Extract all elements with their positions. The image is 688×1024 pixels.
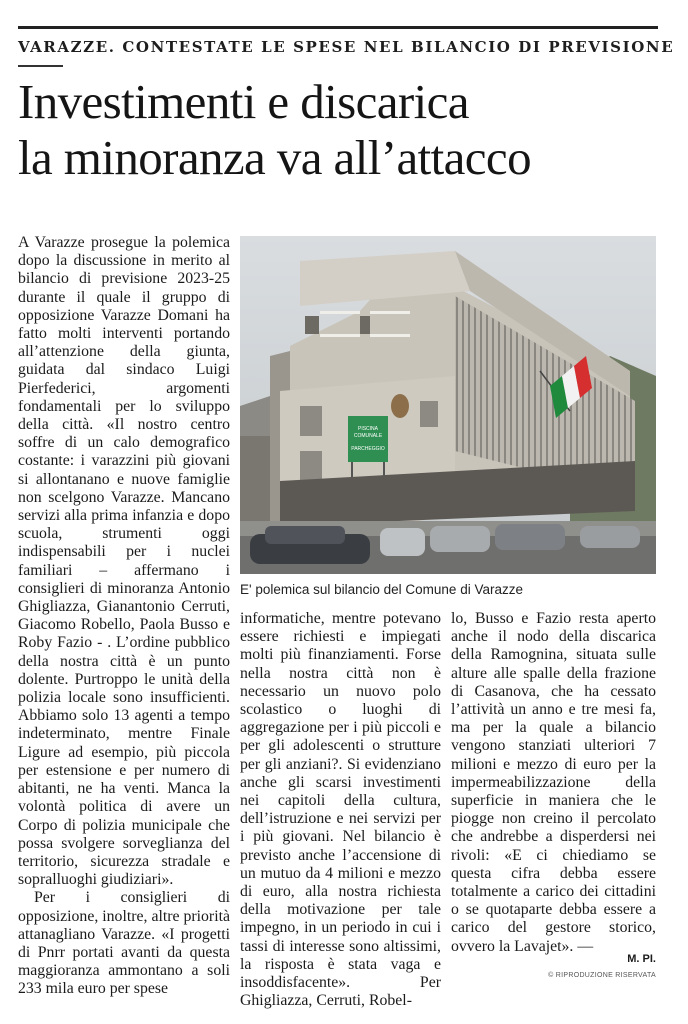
sign-line-1: PISCINA bbox=[357, 426, 379, 432]
sign-line-3: PARCHEGGIO bbox=[351, 446, 385, 452]
paragraph: Per i consiglieri di opposizione, inoltre, altre priorità attanagliano Varazze. «I progetti di Pnrr portati avanti da questa maggioranza ammontano a soli 233 mila euro per spese bbox=[18, 889, 230, 998]
kicker: VARAZZE. CONTESTATE LE SPESE NEL BILANCIO DI PREVISIONE bbox=[18, 38, 675, 56]
sign-line-2: COMUNALE bbox=[353, 433, 383, 439]
paragraph: lo, Busso e Fazio resta aperto anche il nodo della discarica della Ramognina, situata sulle alture alle spalle della frazione di Casanova, che ha cessato l’attività un anno e tre mesi fa, ma per la quale a bilancio vengono stanziati ulteriori 7 milioni e mezzo di euro per la impermeabilizzazione della superficie in maniera che le piogge non creino il percolato che andrebbe a disperdersi nei rivoli: «E ci chiediamo se questa cifra debba essere totalmente a carico dei cittadini o se quotaparte debba essere a carico del gestore storico, ovvero la Lavajet». — bbox=[451, 610, 656, 955]
green-sign bbox=[348, 416, 388, 462]
headline bbox=[18, 74, 668, 186]
kicker-rule bbox=[18, 65, 63, 67]
paragraph: informatiche, mentre potevano essere richiesti e impiegati molti più finanziamenti. Forse nella nostra città non è necessario un nuovo polo scolastico o luoghi di aggregazione per i più piccoli e per gli adolescenti o strutture per gli anziani?. Si evidenziano anche gli scarsi investimenti nei capitoli della cultura, dell’istruzione e nei servizi per i più giovani. Nel bilancio è previsto anche l’accensione di un mutuo da 4 milioni e mezzo di euro, alla nostra richiesta della motivazione per tale impegno, in un periodo in cui i tassi di interesse sono altissimi, la risposta è stata vaga e insoddisfacente». Per Ghigliazza, Cerruti, Robel- bbox=[240, 610, 441, 1010]
headline-line-1: Investimenti e discarica bbox=[18, 74, 469, 129]
headline-line-2: la minoranza va all’attacco bbox=[18, 130, 531, 185]
copyright-notice: © RIPRODUZIONE RISERVATA bbox=[548, 972, 656, 979]
paragraph: A Varazze prosegue la polemica dopo la discussione in merito al bilancio di previsione 2023-25 durante il quale il gruppo di opposizione Varazze Domani ha fatto molti interventi portando all’attenzione della giunta, guidata dal sindaco Luigi Pierfederici, argomenti fondamentali per lo sviluppo della città. «Il nostro centro soffre di un calo demografico costante: i varazzini più giovani si allontanano e nuove famiglie non scelgono Varazze. Mancano servizi alla prima infanzia e dopo scuola, strumenti oggi indispensabili per i nuclei familiari – affermano i consiglieri di minoranza Antonio Ghigliazza, Gianantonio Cerruti, Giacomo Robello, Paola Busso e Roby Fazio - . L’ordine pubblico della nostra città è un punto dolente. Purtroppo le unità della polizia locale sono insufficienti. Abbiamo solo 13 agenti a tempo indeterminato, mentre Finale Ligure ad esempio, più piccola per estensione e per numero di abitanti, ne ha venti. Manca la volontà politica di avere un Corpo di polizia municipale che possa svolgere sorveglianza del territorio, sicurezza stradale e sopralluoghi giudiziari». bbox=[18, 234, 230, 889]
photo-caption: E' polemica sul bilancio del Comune di Varazze bbox=[240, 582, 523, 597]
article-column-1 bbox=[18, 234, 230, 999]
town-hall-photo bbox=[240, 236, 656, 574]
author-signature: M. PI. bbox=[627, 953, 656, 965]
article-column-3 bbox=[451, 610, 656, 956]
top-rule bbox=[18, 26, 658, 29]
town-hall-illustration bbox=[240, 236, 656, 574]
article-column-2 bbox=[240, 610, 441, 1010]
coat-of-arms-icon bbox=[391, 394, 409, 418]
